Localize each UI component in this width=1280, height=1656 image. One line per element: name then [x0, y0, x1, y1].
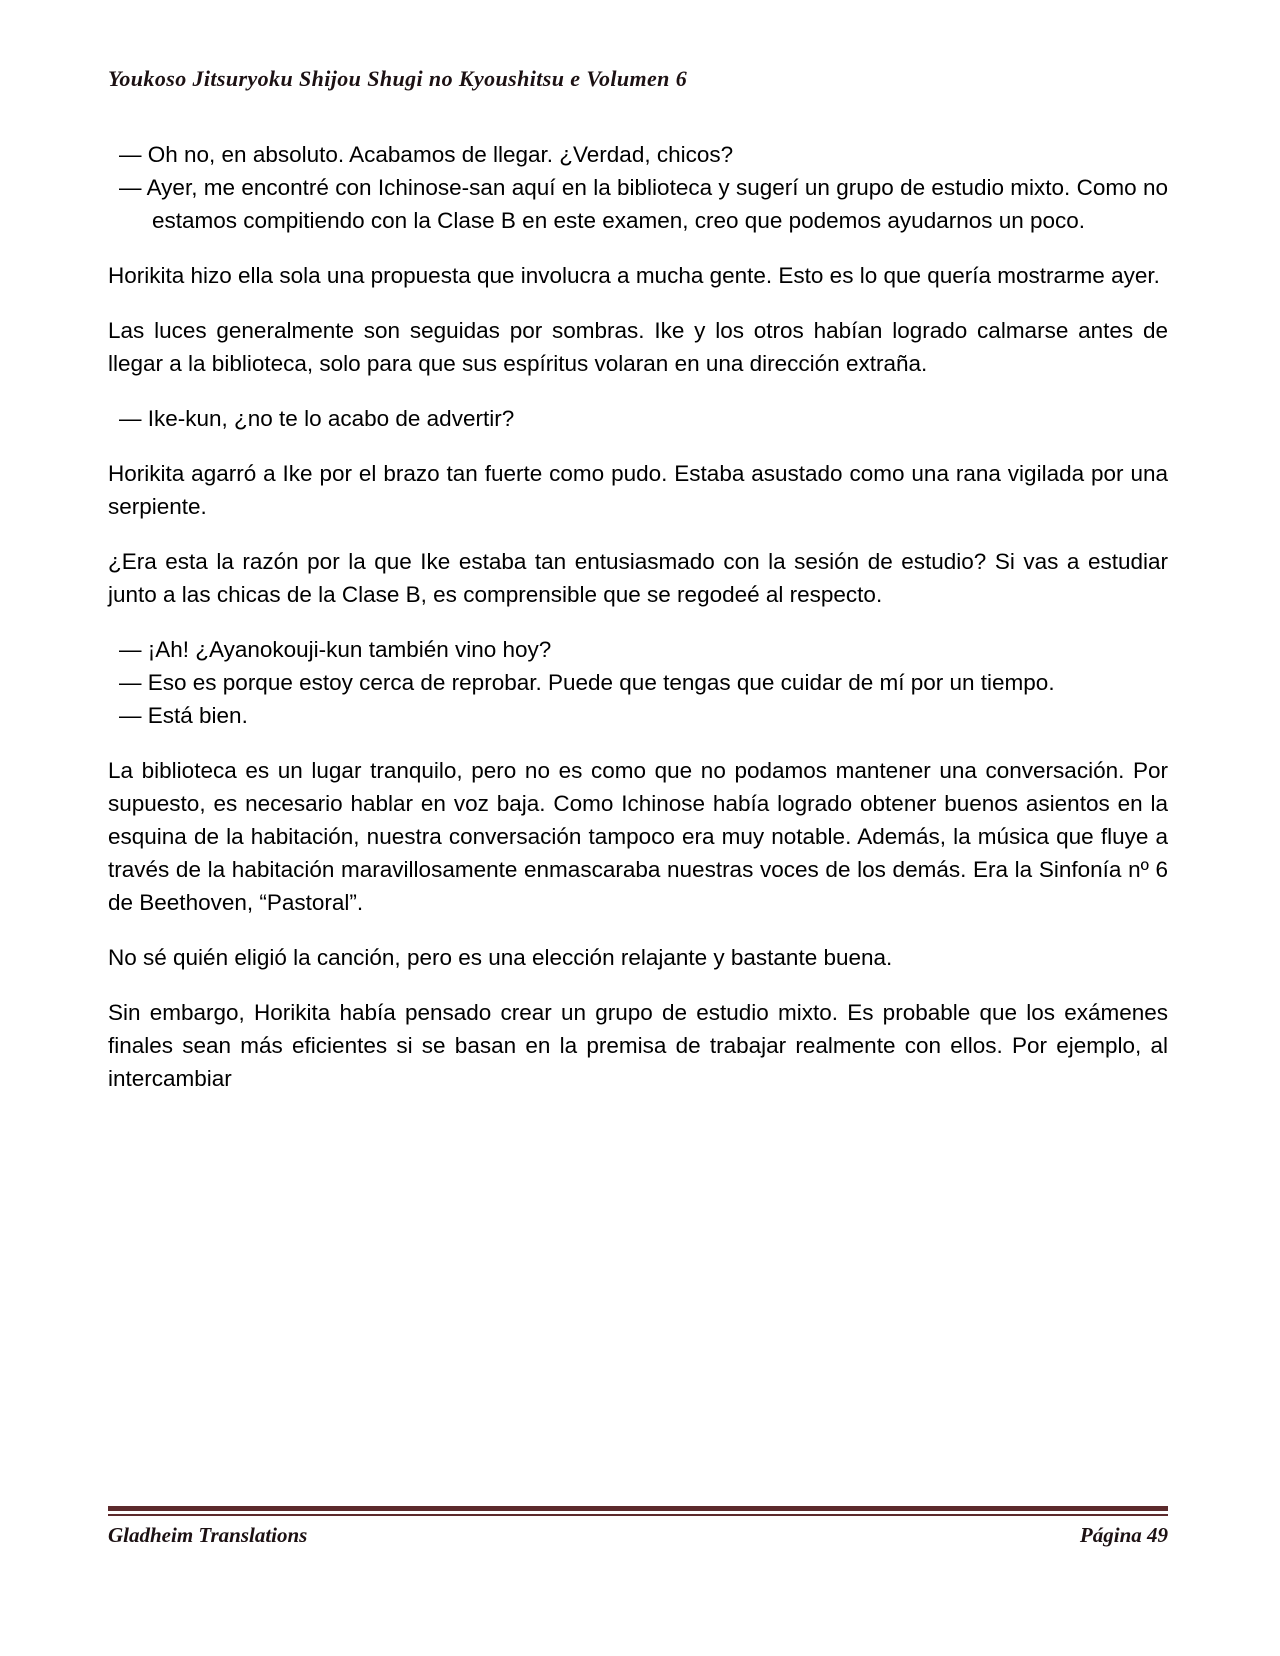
dialogue-group	[108, 633, 1168, 732]
dialogue-line: — ¡Ah! ¿Ayanokouji-kun también vino hoy?	[119, 637, 552, 662]
dialogue-group	[108, 402, 1168, 435]
dialogue-line: — Eso es porque estoy cerca de reprobar. Puede que tengas que cuidar de mí por un tiempo.	[119, 670, 1055, 695]
paragraph: Sin embargo, Horikita había pensado crear un grupo de estudio mixto. Es probable que los exámenes finales sean más eficientes si se basan en la premisa de trabajar realmente con ellos. Por ejemplo, al intercambiar	[108, 1000, 1168, 1091]
footer-page-number: Página 49	[1079, 1523, 1168, 1547]
paragraph: ¿Era esta la razón por la que Ike estaba tan entusiasmado con la sesión de estudio? Si vas a estudiar junto a las chicas de la Clase B, es comprensible que se regodeé al respecto.	[108, 549, 1168, 607]
paragraph: Las luces generalmente son seguidas por sombras. Ike y los otros habían logrado calmarse antes de llegar a la biblioteca, solo para que sus espíritus volaran en una dirección extraña.	[108, 318, 1168, 376]
paragraph: No sé quién eligió la canción, pero es una elección relajante y bastante buena.	[108, 945, 893, 970]
dialogue-line: — Ayer, me encontré con Ichinose-san aquí en la biblioteca y sugerí un grupo de estudio mixto. Como no estamos compitiendo con la Clase B en este examen, creo que podemos ayudarnos un poco.	[119, 175, 1168, 233]
page-footer	[108, 1506, 1168, 1548]
paragraph: La biblioteca es un lugar tranquilo, pero no es como que no podamos mantener una conversación. Por supuesto, es necesario hablar en voz baja. Como Ichinose había logrado obtener buenos asientos en la esquina de la habitación, nuestra conversación tampoco era muy notable. Además, la música que fluye a través de la habitación maravillosamente enmascaraba nuestras voces de los demás. Era la Sinfonía nº 6 de Beethoven, “Pastoral”.	[108, 758, 1168, 915]
dialogue-line: — Oh no, en absoluto. Acabamos de llegar. ¿Verdad, chicos?	[119, 142, 734, 167]
page-content	[108, 138, 1168, 1117]
page-header	[108, 66, 1168, 92]
dialogue-group	[108, 138, 1168, 237]
footer-row	[108, 1523, 1168, 1548]
paragraph: Horikita agarró a Ike por el brazo tan fuerte como pudo. Estaba asustado como una rana vigilada por una serpiente.	[108, 461, 1168, 519]
dialogue-line: — Está bien.	[119, 703, 248, 728]
paragraph: Horikita hizo ella sola una propuesta que involucra a mucha gente. Esto es lo que quería mostrarme ayer.	[108, 263, 1160, 288]
header-title: Youkoso Jitsuryoku Shijou Shugi no Kyoushitsu e Volumen 6	[108, 66, 688, 91]
dialogue-line: — Ike-kun, ¿no te lo acabo de advertir?	[119, 406, 515, 431]
footer-rule	[108, 1506, 1168, 1516]
footer-translator: Gladheim Translations	[108, 1523, 308, 1547]
